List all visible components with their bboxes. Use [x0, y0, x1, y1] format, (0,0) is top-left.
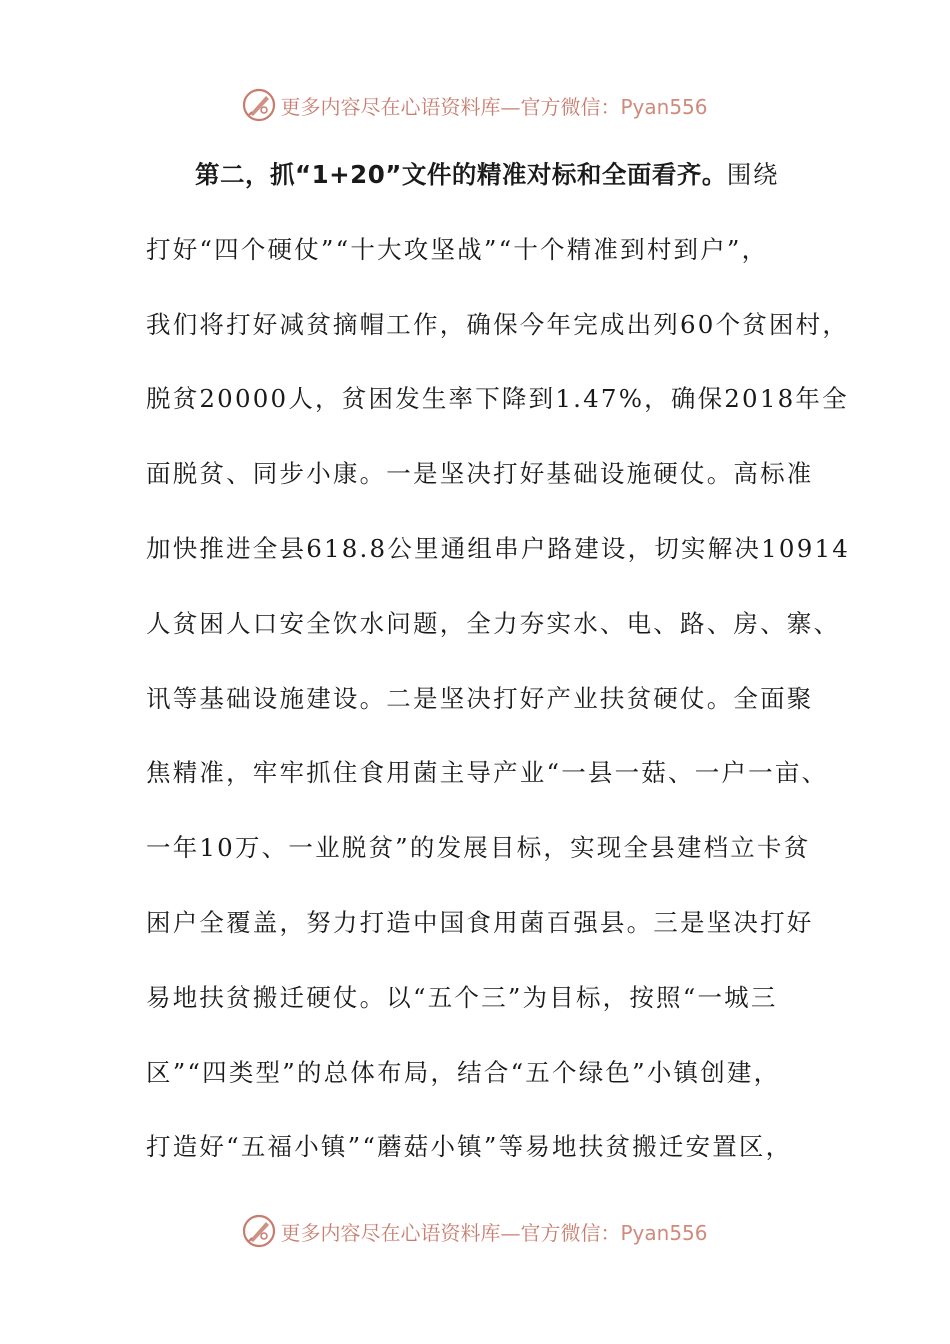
quill-pen-logo-icon — [242, 1214, 276, 1248]
paragraph-line: 易地扶贫搬迁硬仗。以“五个三”为目标，按照“一城三 — [146, 982, 778, 1012]
paragraph-line: 困户全覆盖，努力打造中国食用菌百强县。三是坚决打好 — [146, 907, 814, 937]
paragraph-line: 打造好“五福小镇”“蘑菇小镇”等易地扶贫搬迁安置区， — [146, 1132, 793, 1162]
paragraph-line: 我们将打好减贫摘帽工作，确保今年完成出列60个贫困村， — [146, 309, 850, 339]
watermark-separator: — — [500, 94, 521, 119]
paragraph-line: 加快推进全县618.8公里通组串户路建设，切实解决10914 — [146, 533, 851, 563]
paragraph-line: 焦精准，牢牢抓住食用菌主导产业“一县一菇、一户一亩、 — [146, 758, 829, 788]
watermark-wechat-label: 官方微信： — [520, 1220, 621, 1245]
paragraph-line: 面脱贫、同步小康。一是坚决打好基础设施硬仗。高标准 — [146, 459, 814, 489]
watermark-wechat-id: Pyan556 — [620, 1220, 708, 1245]
header-watermark — [0, 85, 950, 125]
quill-pen-logo-icon — [242, 88, 276, 122]
paragraph-line-text: 围绕 — [726, 160, 780, 189]
footer-watermark — [0, 1211, 950, 1251]
watermark-text — [280, 91, 707, 120]
document-body — [146, 138, 851, 1185]
paragraph-line: 脱贫20000人，贫困发生率下降到1.47%，确保2018年全 — [146, 384, 849, 414]
paragraph-line: 人贫困人口安全饮水问题，全力夯实水、电、路、房、寨、 — [146, 608, 841, 638]
paragraph-heading: 第二，抓“1+20”文件的精准对标和全面看齐。 — [195, 160, 727, 189]
watermark-main-text: 更多内容尽在心语资料库 — [280, 94, 501, 119]
paragraph-line: 一年10万、一业脱贫”的发展目标，实现全县建档立卡贫 — [146, 833, 811, 863]
watermark-wechat-label: 官方微信： — [520, 94, 621, 119]
paragraph-line — [146, 138, 806, 213]
watermark-text — [280, 1217, 707, 1246]
watermark-separator: — — [500, 1220, 521, 1245]
watermark-main-text: 更多内容尽在心语资料库 — [280, 1220, 501, 1245]
watermark-wechat-id: Pyan556 — [620, 94, 708, 119]
paragraph-line: 区”“四类型”的总体布局，结合“五个绿色”小镇创建， — [146, 1057, 781, 1087]
paragraph-line: 讯等基础设施建设。二是坚决打好产业扶贫硬仗。全面聚 — [146, 683, 814, 713]
paragraph-line: 打好“四个硬仗”“十大攻坚战”“十个精准到村到户”， — [146, 234, 769, 264]
